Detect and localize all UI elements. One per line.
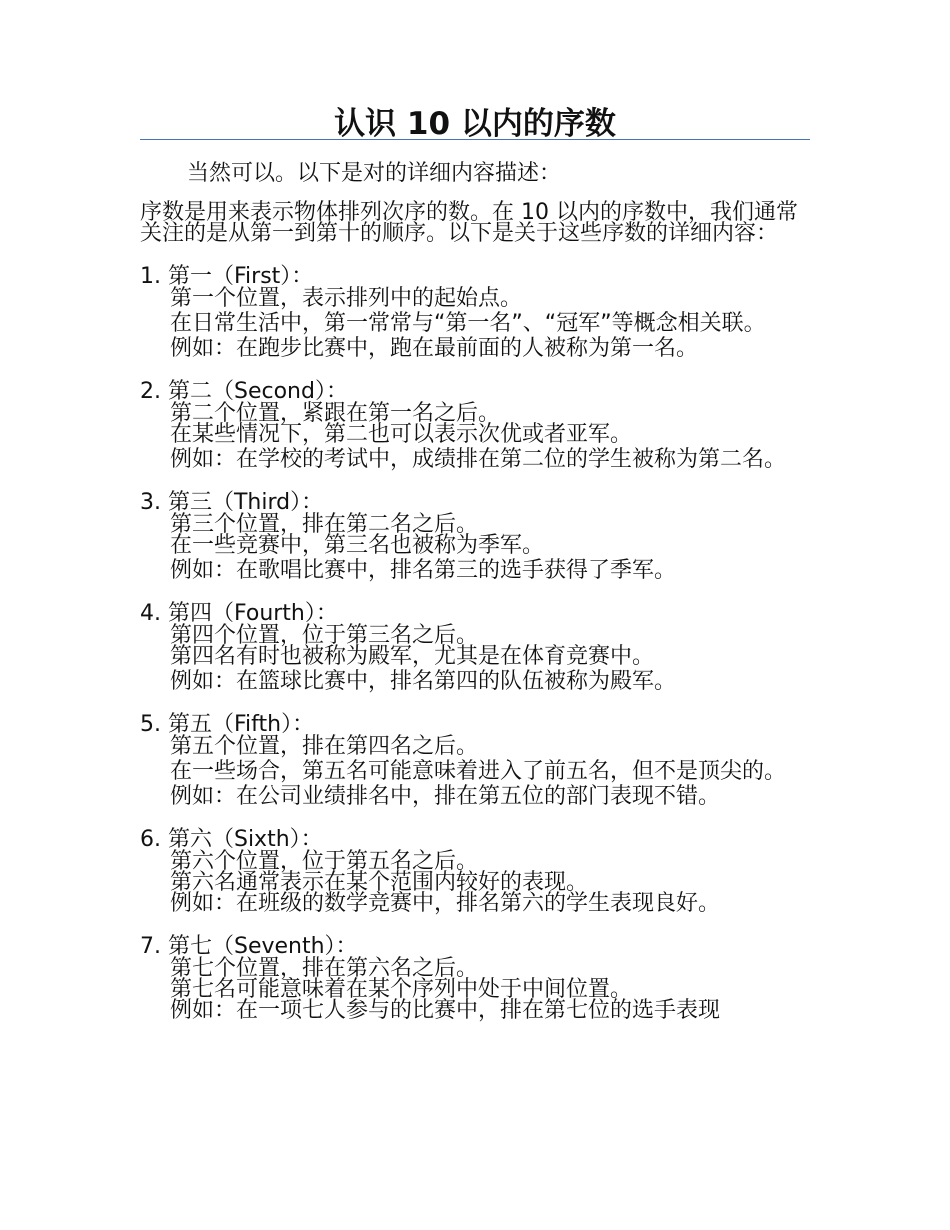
list-item	[140, 828, 810, 914]
list-item-line: 例如：在一项七人参与的比赛中，排在第七位的选手表现	[170, 998, 721, 1023]
document-body	[140, 158, 810, 1021]
list-item-heading: 6. 第六（Sixth）：	[140, 827, 323, 852]
list-item-heading: 3. 第三（Third）：	[140, 490, 324, 515]
list-item-line: 例如：在班级的数学竞赛中，排名第六的学生表现良好。	[170, 891, 721, 916]
list-item-line: 第七名可能意味着在某个序列中处于中间位置。	[170, 977, 633, 1002]
list-item	[140, 935, 810, 1021]
list-item-line: 例如：在歌唱比赛中，排名第三的选手获得了季军。	[170, 558, 677, 583]
list-item-line: 第六名通常表示在某个范围内较好的表现。	[170, 870, 589, 895]
list-item-line: 第二个位置，紧跟在第一名之后。	[170, 401, 501, 426]
list-item-heading: 4. 第四（Fourth）：	[140, 601, 338, 626]
list-item-heading: 2. 第二（Second）：	[140, 379, 348, 404]
list-item-heading: 5. 第五（Fifth）：	[140, 712, 315, 737]
list-item	[140, 713, 810, 807]
list-item-line: 第四名有时也被称为殿军，尤其是在体育竞赛中。	[170, 644, 655, 669]
list-item-line: 第三个位置，排在第二名之后。	[170, 512, 479, 537]
list-item-heading: 7. 第七（Seventh）：	[140, 934, 358, 959]
list-item-line: 第六个位置，位于第五名之后。	[170, 849, 479, 874]
list-item-line: 第四个位置，位于第三名之后。	[170, 623, 479, 648]
list-item-line: 例如：在篮球比赛中，排名第四的队伍被称为殿军。	[170, 669, 677, 694]
list-item-line: 第一个位置，表示排列中的起始点。	[170, 286, 523, 311]
lead-paragraph: 序数是用来表示物体排列次序的数。在 10 以内的序数中，我们通常关注的是从第一到第十的顺序。以下是关于这些序数的详细内容：	[140, 200, 798, 246]
list-item	[140, 265, 810, 359]
list-item-heading: 1. 第一（First）：	[140, 264, 314, 289]
list-item	[140, 380, 810, 470]
intro-paragraph: 当然可以。以下是对的详细内容描述：	[187, 161, 562, 186]
list-item-line: 在某些情况下，第二也可以表示次优或者亚军。	[170, 422, 633, 447]
document-title: 认识 10 以内的序数	[334, 106, 616, 142]
list-item-line: 第七个位置，排在第六名之后。	[170, 956, 479, 981]
list-item-line: 在一些竞赛中，第三名也被称为季军。	[170, 533, 545, 558]
title-underline	[140, 139, 810, 140]
list-item	[140, 602, 810, 692]
list-item	[140, 491, 810, 581]
list-item-line: 在一些场合，第五名可能意味着进入了前五名，但不是顶尖的。	[170, 759, 787, 784]
list-item-line: 例如：在学校的考试中，成绩排在第二位的学生被称为第二名。	[170, 447, 787, 472]
list-item-line: 例如：在跑步比赛中，跑在最前面的人被称为第一名。	[170, 336, 699, 361]
list-item-line: 在日常生活中，第一常常与“第一名”、“冠军”等概念相关联。	[170, 311, 766, 336]
list-item-line: 例如：在公司业绩排名中，排在第五位的部门表现不错。	[170, 784, 721, 809]
list-item-line: 第五个位置，排在第四名之后。	[170, 734, 479, 759]
